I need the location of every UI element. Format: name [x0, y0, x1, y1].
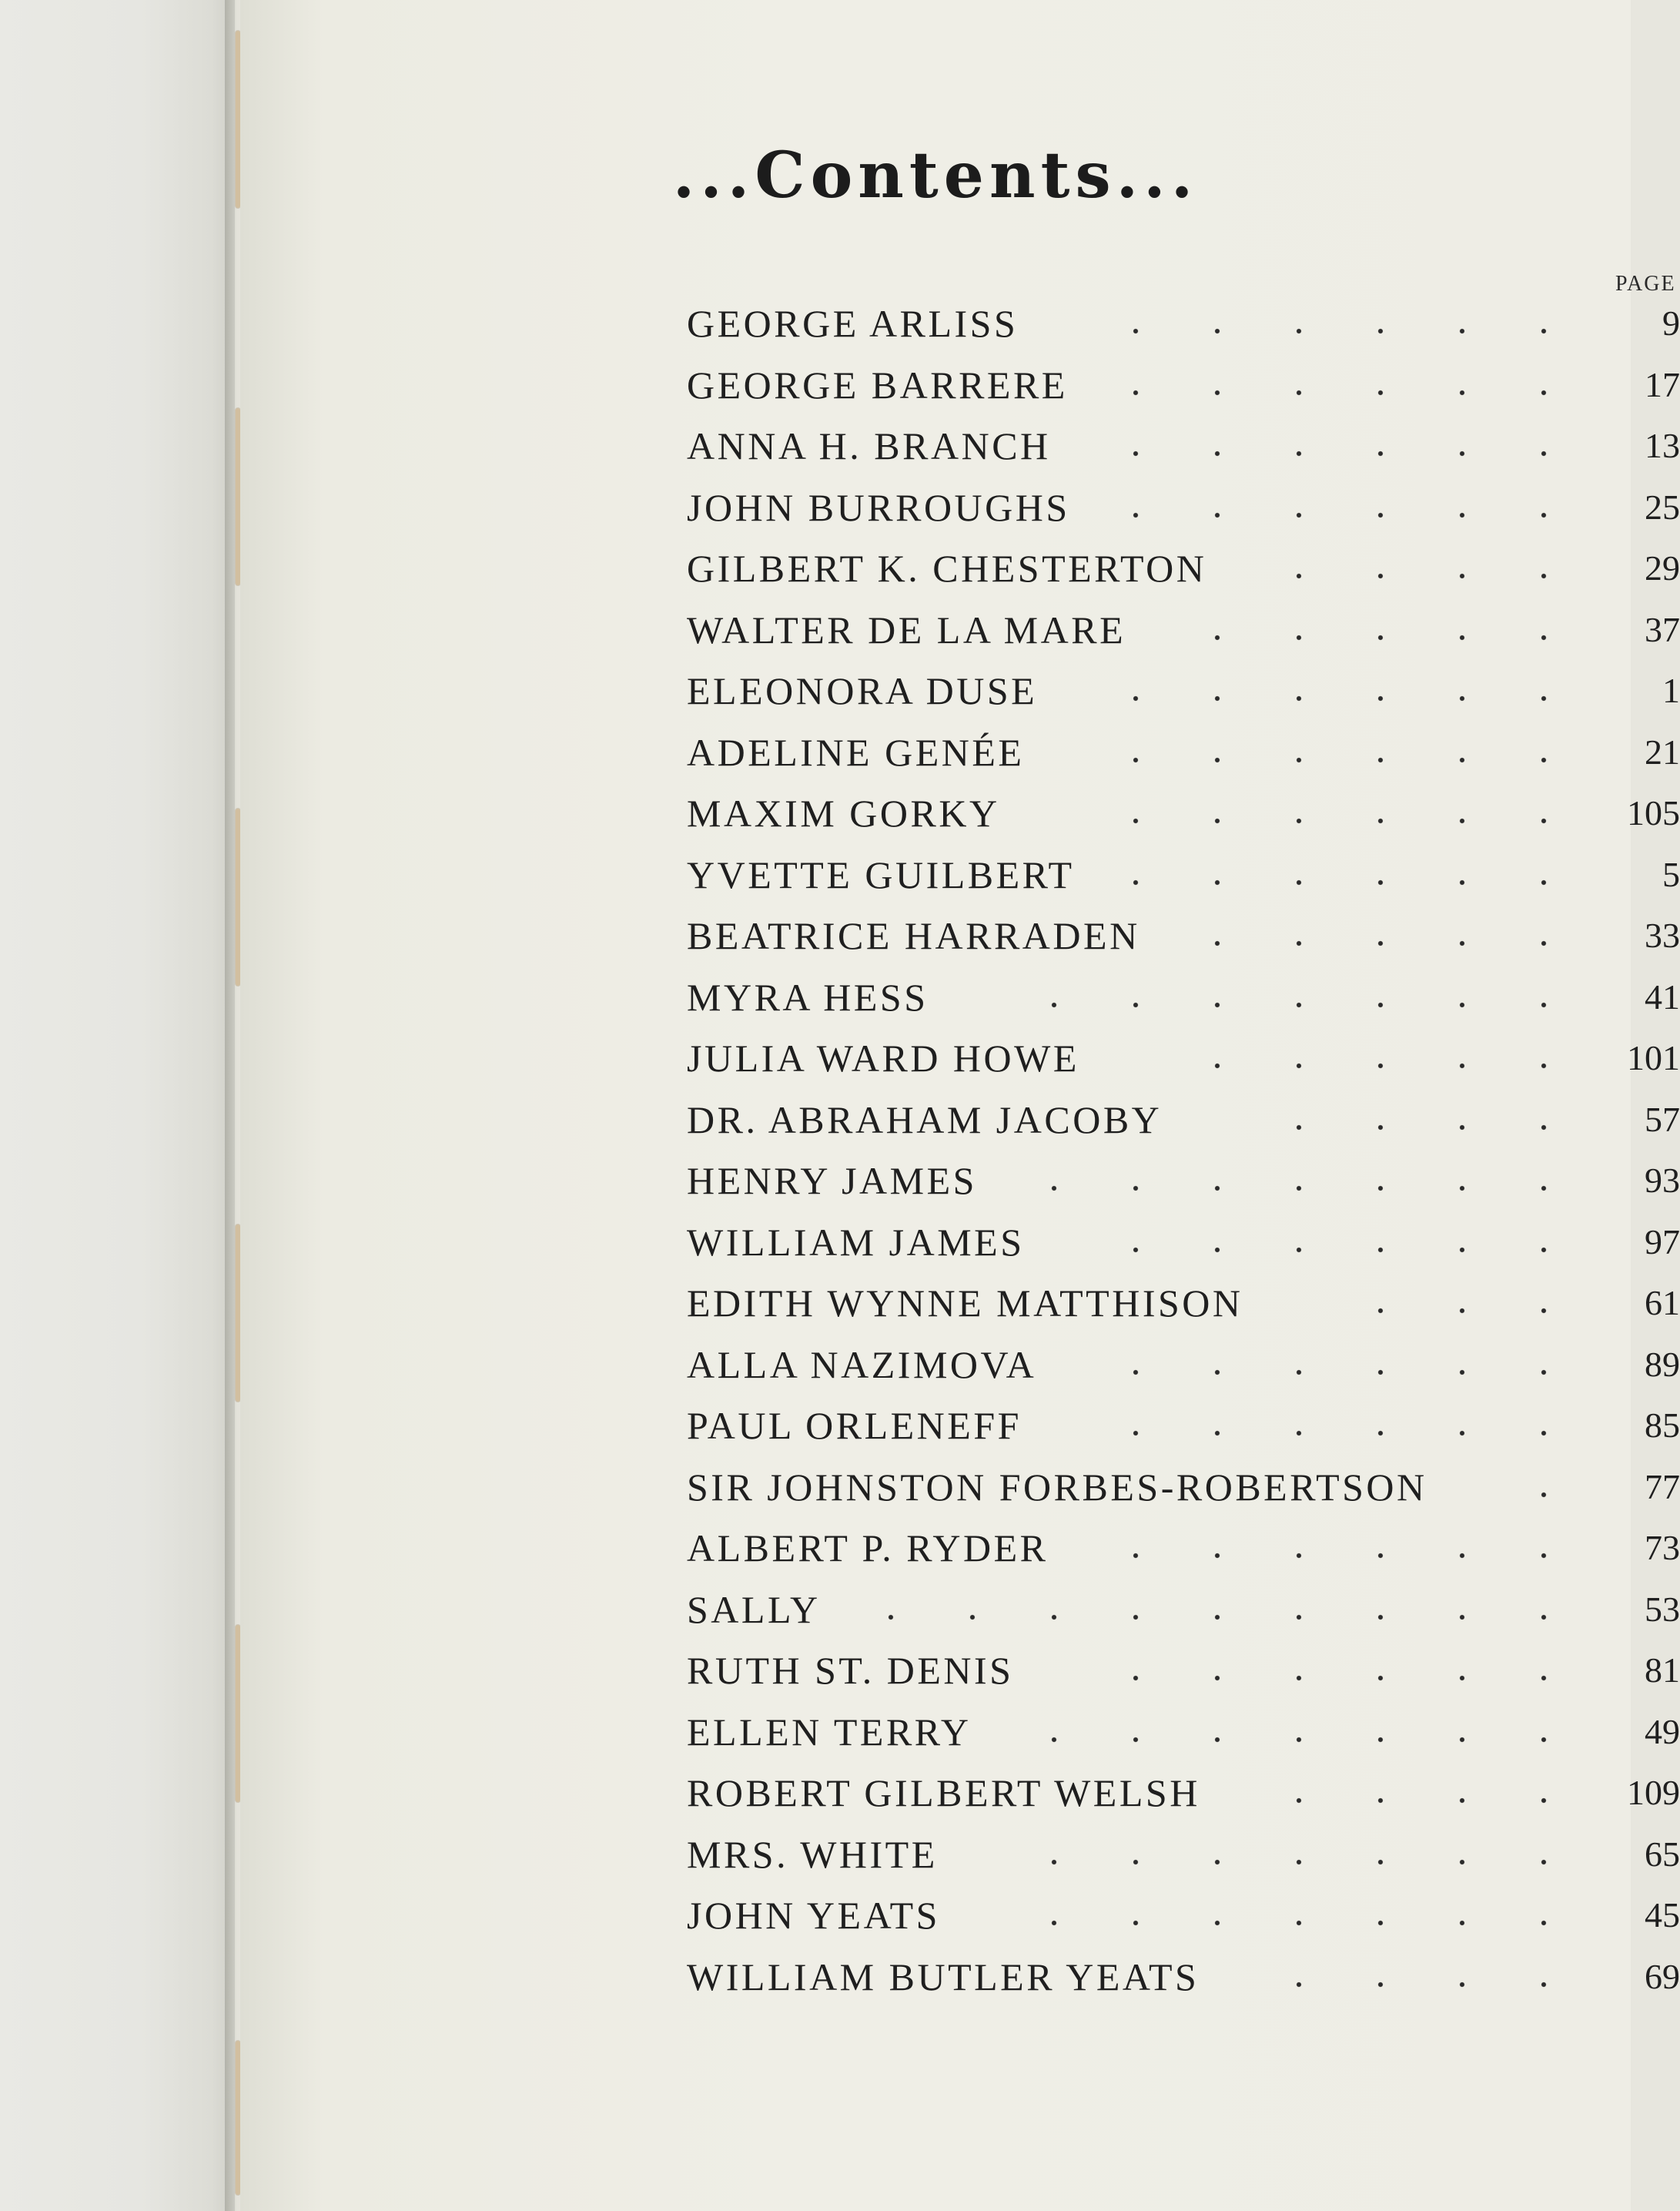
dot-leader	[1013, 1157, 1598, 1204]
entry-page-number: 81	[1645, 1650, 1680, 1690]
contents-page	[240, 0, 1680, 2211]
entry-name: GILBERT K. CHESTERTON	[687, 547, 1207, 590]
entry-name: ALLA NAZIMOVA	[687, 1343, 1037, 1386]
toc-entry	[687, 1647, 1680, 1693]
dot-leader	[850, 1586, 1598, 1633]
entry-page-number: 37	[1645, 610, 1680, 649]
toc-entry	[687, 1097, 1680, 1143]
entry-name: BEATRICE HARRADEN	[687, 914, 1140, 957]
entry-name: JULIA WARD HOWE	[687, 1037, 1079, 1080]
entry-name: MYRA HESS	[687, 976, 929, 1019]
entry-name: ELLEN TERRY	[687, 1710, 972, 1754]
toc-entry	[687, 729, 1680, 776]
dot-leader	[1095, 362, 1598, 408]
entry-page-number: 21	[1645, 732, 1680, 772]
toc-entry	[687, 545, 1680, 591]
toc-entry	[687, 1035, 1680, 1081]
entry-page-number: 49	[1645, 1712, 1680, 1751]
toc-entry	[687, 1586, 1680, 1633]
toc-entry	[687, 1525, 1680, 1571]
entry-name: ANNA H. BRANCH	[687, 424, 1051, 467]
page-column-header: PAGE	[1615, 272, 1676, 296]
entry-name: DR. ABRAHAM JACOBY	[687, 1098, 1163, 1141]
toc-entry	[687, 1831, 1680, 1878]
contents-title: ...Contents...	[672, 139, 1199, 213]
toc-entry	[687, 1464, 1680, 1510]
entry-page-number: 69	[1645, 1957, 1680, 1996]
entry-name: PAUL ORLENEFF	[687, 1404, 1022, 1447]
entry-page-number: 13	[1645, 426, 1680, 465]
toc-entry	[687, 913, 1680, 959]
entry-page-number: 29	[1645, 548, 1680, 588]
dot-leader	[1095, 852, 1616, 898]
entry-name: WILLIAM JAMES	[687, 1221, 1025, 1264]
dot-leader	[1013, 1892, 1598, 1938]
toc-entry	[687, 790, 1680, 836]
entry-page-number: 1	[1662, 671, 1680, 710]
entry-page-number: 57	[1645, 1100, 1680, 1139]
entry-name: ELEONORA DUSE	[687, 669, 1038, 712]
entry-page-number: 89	[1645, 1345, 1680, 1384]
dot-leader	[1258, 1770, 1581, 1816]
entry-page-number: 97	[1645, 1222, 1680, 1261]
entry-name: GEORGE BARRERE	[687, 363, 1068, 407]
entry-page-number: 105	[1627, 793, 1680, 832]
entry-name: MRS. WHITE	[687, 1833, 938, 1876]
dot-leader	[1258, 545, 1598, 591]
dot-leader	[1095, 423, 1598, 469]
dot-leader	[1095, 1525, 1598, 1571]
toc-entry	[687, 852, 1680, 898]
entry-name: ADELINE GENÉE	[687, 731, 1025, 774]
entry-page-number: 73	[1645, 1528, 1680, 1567]
entry-name: RUTH ST. DENIS	[687, 1649, 1014, 1692]
dot-leader	[1095, 668, 1616, 714]
entry-name: SIR JOHNSTON FORBES-ROBERTSON	[687, 1466, 1427, 1509]
entry-name: GEORGE ARLISS	[687, 302, 1019, 345]
toc-entry	[687, 668, 1680, 714]
dot-leader	[1013, 974, 1598, 1020]
dot-leader	[1258, 1097, 1598, 1143]
dot-leader	[1013, 1831, 1598, 1878]
entry-name: WALTER DE LA MARE	[687, 608, 1126, 652]
entry-page-number: 45	[1645, 1895, 1680, 1935]
entry-page-number: 77	[1645, 1467, 1680, 1506]
entry-page-number: 109	[1627, 1773, 1680, 1812]
entry-name: JOHN YEATS	[687, 1894, 940, 1937]
entry-name: WILLIAM BUTLER YEATS	[687, 1955, 1200, 1998]
entry-name: EDITH WYNNE MATTHISON	[687, 1281, 1243, 1325]
dot-leader	[1013, 1709, 1598, 1755]
entry-page-number: 65	[1645, 1834, 1680, 1874]
dot-leader	[1095, 484, 1598, 531]
dot-leader	[1095, 1647, 1598, 1693]
entry-page-number: 33	[1645, 916, 1680, 955]
dot-leader	[1176, 1035, 1581, 1081]
entry-name: MAXIM GORKY	[687, 792, 1000, 835]
toc-entry	[687, 1157, 1680, 1204]
entry-name: HENRY JAMES	[687, 1159, 977, 1202]
dot-leader	[1176, 913, 1598, 959]
toc-entry	[687, 1219, 1680, 1265]
dot-leader	[1095, 1219, 1598, 1265]
dot-leader	[1503, 1464, 1598, 1510]
entry-page-number: 93	[1645, 1161, 1680, 1200]
toc-entry	[687, 423, 1680, 469]
toc-entry	[687, 300, 1680, 347]
entry-page-number: 41	[1645, 977, 1680, 1017]
dot-leader	[1095, 300, 1616, 347]
entry-name: YVETTE GUILBERT	[687, 853, 1075, 896]
toc-entry	[687, 362, 1680, 408]
entry-page-number: 9	[1662, 303, 1680, 343]
dot-leader	[1095, 729, 1598, 776]
dot-leader	[1340, 1280, 1598, 1326]
entry-name: ROBERT GILBERT WELSH	[687, 1771, 1200, 1814]
entry-page-number: 101	[1627, 1038, 1680, 1077]
toc-entry	[687, 1709, 1680, 1755]
toc-entry	[687, 1280, 1680, 1326]
facing-page-left	[0, 0, 235, 2211]
toc-entry	[687, 974, 1680, 1020]
entry-page-number: 25	[1645, 487, 1680, 527]
toc-entry	[687, 1770, 1680, 1816]
dot-leader	[1258, 1954, 1598, 2000]
entry-page-number: 85	[1645, 1405, 1680, 1445]
dot-leader	[1176, 607, 1598, 653]
dot-leader	[1095, 1342, 1598, 1388]
entry-page-number: 53	[1645, 1590, 1680, 1629]
entry-page-number: 17	[1645, 365, 1680, 404]
toc-entry	[687, 1342, 1680, 1388]
toc-entry	[687, 1892, 1680, 1938]
dot-leader	[1095, 790, 1581, 836]
toc-entry	[687, 484, 1680, 531]
toc-entry	[687, 607, 1680, 653]
toc-entry	[687, 1402, 1680, 1449]
toc-entry	[687, 1954, 1680, 2000]
entry-name: ALBERT P. RYDER	[687, 1526, 1049, 1569]
entry-page-number: 61	[1645, 1283, 1680, 1322]
entry-name: JOHN BURROUGHS	[687, 486, 1070, 529]
entry-page-number: 5	[1662, 855, 1680, 894]
entry-name: SALLY	[687, 1588, 821, 1631]
dot-leader	[1095, 1402, 1598, 1449]
